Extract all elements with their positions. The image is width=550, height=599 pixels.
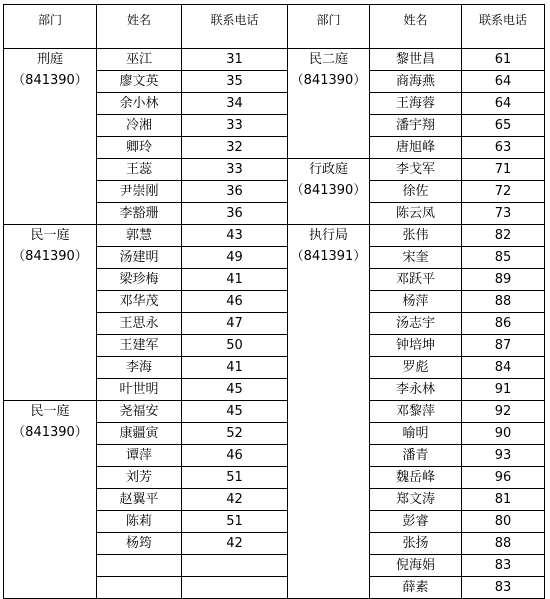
- directory-body: [4, 49, 545, 599]
- phone-cell: 93: [462, 445, 545, 467]
- header-row: [4, 5, 545, 49]
- header-phone: 联系电话: [182, 5, 288, 49]
- name-cell: 尧福安: [97, 401, 182, 423]
- name-cell: 倪海娟: [370, 555, 462, 577]
- phone-cell: 46: [182, 291, 288, 313]
- header-name: 姓名: [97, 5, 182, 49]
- name-cell: 钟培坤: [370, 335, 462, 357]
- phone-cell: 36: [182, 203, 288, 225]
- name-cell: 汤建明: [97, 247, 182, 269]
- phone-cell: 90: [462, 423, 545, 445]
- phone-cell: 91: [462, 379, 545, 401]
- phone-cell: 51: [182, 511, 288, 533]
- name-cell: 王思永: [97, 313, 182, 335]
- dept-name: 民二庭: [308, 52, 348, 67]
- phone-cell: 33: [182, 159, 288, 181]
- name-cell: 郑文涛: [370, 489, 462, 511]
- phone-cell: 86: [462, 313, 545, 335]
- name-cell: 刘芳: [97, 467, 182, 489]
- header-dept-2: 部门: [288, 5, 370, 49]
- name-cell: 李戈军: [370, 159, 462, 181]
- name-cell: 卿玲: [97, 137, 182, 159]
- phone-cell: 36: [182, 181, 288, 203]
- name-cell: 康疆寅: [97, 423, 182, 445]
- name-cell: 巫江: [97, 49, 182, 71]
- phone-cell: 32: [182, 137, 288, 159]
- name-cell: 杨筠: [97, 533, 182, 555]
- phone-cell: 49: [182, 247, 288, 269]
- right-dept-cell: [288, 49, 370, 159]
- table-row: [4, 401, 545, 423]
- name-cell: 徐佐: [370, 181, 462, 203]
- header-name-2: 姓名: [370, 5, 462, 49]
- phone-cell: 45: [182, 401, 288, 423]
- name-cell: 唐旭峰: [370, 137, 462, 159]
- phone-cell: 83: [462, 577, 545, 599]
- name-cell: 宋奎: [370, 247, 462, 269]
- name-cell: 李永林: [370, 379, 462, 401]
- name-cell: 黎世昌: [370, 49, 462, 71]
- phone-cell: 46: [182, 445, 288, 467]
- name-cell: [97, 555, 182, 577]
- dept-name: 民一庭: [30, 404, 70, 419]
- dept-name: 行政庭: [308, 162, 348, 177]
- name-cell: 邓跃平: [370, 269, 462, 291]
- header-dept: 部门: [4, 5, 97, 49]
- dept-name: 刑庭: [36, 52, 63, 67]
- table-row: [4, 225, 545, 247]
- name-cell: 张扬: [370, 533, 462, 555]
- name-cell: 商海燕: [370, 71, 462, 93]
- left-dept-cell: [4, 225, 97, 401]
- dept-phone-code: （841390）: [290, 73, 367, 88]
- name-cell: 叶世明: [97, 379, 182, 401]
- name-cell: 喻明: [370, 423, 462, 445]
- name-cell: 廖文英: [97, 71, 182, 93]
- phone-cell: 41: [182, 269, 288, 291]
- phone-cell: 50: [182, 335, 288, 357]
- left-dept-cell: [4, 401, 97, 599]
- phone-cell: 35: [182, 71, 288, 93]
- phone-cell: 33: [182, 115, 288, 137]
- name-cell: 魏岳峰: [370, 467, 462, 489]
- name-cell: 邓黎萍: [370, 401, 462, 423]
- phone-cell: 71: [462, 159, 545, 181]
- table-row: [4, 49, 545, 71]
- name-cell: 张伟: [370, 225, 462, 247]
- name-cell: 余小林: [97, 93, 182, 115]
- name-cell: 王建军: [97, 335, 182, 357]
- dept-name: 执行局: [308, 228, 348, 243]
- phone-cell: 72: [462, 181, 545, 203]
- phone-cell: [182, 555, 288, 577]
- name-cell: 李豁珊: [97, 203, 182, 225]
- phone-cell: 88: [462, 533, 545, 555]
- name-cell: 梁珍梅: [97, 269, 182, 291]
- phone-cell: 47: [182, 313, 288, 335]
- name-cell: 尹崇刚: [97, 181, 182, 203]
- phone-cell: 51: [182, 467, 288, 489]
- phone-cell: 64: [462, 93, 545, 115]
- right-dept-cell: [288, 225, 370, 599]
- phone-cell: 34: [182, 93, 288, 115]
- dept-name: 民一庭: [30, 228, 70, 243]
- left-dept-cell: [4, 49, 97, 225]
- name-cell: 赵翼平: [97, 489, 182, 511]
- phone-cell: 61: [462, 49, 545, 71]
- phone-cell: 52: [182, 423, 288, 445]
- phone-cell: 80: [462, 511, 545, 533]
- phone-cell: 81: [462, 489, 545, 511]
- phone-cell: 82: [462, 225, 545, 247]
- dept-phone-code: （841390）: [12, 249, 88, 264]
- phone-cell: 89: [462, 269, 545, 291]
- phone-cell: 96: [462, 467, 545, 489]
- phone-cell: 83: [462, 555, 545, 577]
- name-cell: 邓华茂: [97, 291, 182, 313]
- dept-phone-code: （841390）: [12, 425, 88, 440]
- name-cell: 陈莉: [97, 511, 182, 533]
- phone-cell: 42: [182, 489, 288, 511]
- name-cell: 罗彪: [370, 357, 462, 379]
- phone-cell: 31: [182, 49, 288, 71]
- phone-cell: 92: [462, 401, 545, 423]
- name-cell: 彭睿: [370, 511, 462, 533]
- phone-cell: 85: [462, 247, 545, 269]
- name-cell: [97, 577, 182, 599]
- name-cell: 李海: [97, 357, 182, 379]
- phone-cell: 41: [182, 357, 288, 379]
- phone-cell: 43: [182, 225, 288, 247]
- name-cell: 薛素: [370, 577, 462, 599]
- name-cell: 王海蓉: [370, 93, 462, 115]
- phone-cell: 65: [462, 115, 545, 137]
- right-dept-cell: [288, 159, 370, 225]
- phone-directory-table: [3, 4, 545, 599]
- header-phone-2: 联系电话: [462, 5, 545, 49]
- phone-cell: 88: [462, 291, 545, 313]
- name-cell: 谭萍: [97, 445, 182, 467]
- name-cell: 潘青: [370, 445, 462, 467]
- phone-cell: 63: [462, 137, 545, 159]
- name-cell: 汤志宇: [370, 313, 462, 335]
- name-cell: 潘宇翔: [370, 115, 462, 137]
- phone-cell: 84: [462, 357, 545, 379]
- name-cell: 陈云凤: [370, 203, 462, 225]
- dept-phone-code: （841391）: [290, 249, 367, 264]
- name-cell: 杨萍: [370, 291, 462, 313]
- phone-cell: 64: [462, 71, 545, 93]
- phone-cell: [182, 577, 288, 599]
- phone-cell: 87: [462, 335, 545, 357]
- phone-cell: 42: [182, 533, 288, 555]
- dept-phone-code: （841390）: [290, 183, 367, 198]
- phone-cell: 73: [462, 203, 545, 225]
- phone-cell: 45: [182, 379, 288, 401]
- dept-phone-code: （841390）: [12, 73, 88, 88]
- name-cell: 冷湘: [97, 115, 182, 137]
- name-cell: 王蕊: [97, 159, 182, 181]
- name-cell: 郭慧: [97, 225, 182, 247]
